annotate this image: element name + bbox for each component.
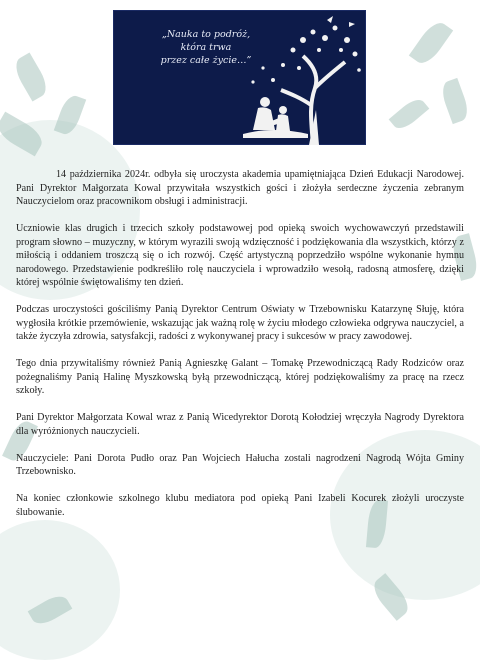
- tree-illustration: [113, 10, 366, 145]
- banner-quote-line: przez całe życie…”: [160, 55, 252, 66]
- leaf-decoration: [389, 95, 430, 133]
- banner-quote-line: która trwa: [180, 42, 232, 53]
- article-body: [16, 168, 464, 533]
- paragraph: Na koniec członkowie szkolnego klubu mediatora pod opieką Pani Izabeli Kocurek złożyli uroczyste ślubowanie.: [16, 493, 464, 518]
- paragraph: Tego dnia przywitaliśmy również Panią Agnieszkę Galant – Tomakę Przewodniczącą Rady Rodziców oraz pożegnaliśmy Panią Halinę Myszkowską byłą przewodniczącą, której podziękowaliśmy za pracę na rzecz szkoły.: [16, 358, 464, 396]
- paragraph: Podczas uroczystości gościliśmy Panią Dyrektor Centrum Oświaty w Trzebownisku Katarzynę Słuję, która wygłosiła krótkie przemówienie, wskazując jak ważną rolę w życiu młodego człowieka odgrywa nauczyciel, a także życzyła zdrowia, satysfakcji, radości z wykonywanej pracy i sukcesów w pracy zawodowej.: [16, 304, 464, 342]
- banner-image: [113, 10, 366, 145]
- leaf-decoration: [438, 78, 471, 124]
- leaf-decoration: [10, 52, 51, 101]
- paragraph: Uczniowie klas drugich i trzecich szkoły podstawowej pod opieką swoich wychowawczyń przedstawili program słowno – muzyczny, w którym wyrazili swoją wdzięczność i podziękowania dla wszystkich, którzy z miłością i oddaniem troszczą się o ich rozwój. Część artystyczną poprzedziło wspólne wykonanie hymnu narodowego. Przedstawienie podkreśliło rolę nauczyciela i wprowadziło wesołą, radosną atmosferę, dzięki której wspólnie świętowaliśmy ten dzień.: [16, 223, 464, 288]
- banner-quote-line: „Nauka to podróż,: [161, 29, 251, 40]
- background-blob: [0, 520, 120, 660]
- paragraph: 14 października 2024r. odbyła się uroczysta akademia upamiętniająca Dzień Edukacji Narodowej. Pani Dyrektor Małgorzata Kowal przywitała wszystkich gości i złożyła serdeczne życzenia zebranym Nauczycielom oraz pracownikom obsługi i administracji.: [16, 169, 464, 207]
- paragraph: Pani Dyrektor Małgorzata Kowal wraz z Panią Wicedyrektor Dorotą Kołodziej wręczyła Nagrody Dyrektora dla wyróżnionych nauczycieli.: [16, 412, 464, 437]
- leaf-decoration: [409, 18, 453, 68]
- paragraph: Nauczyciele: Pani Dorota Pudło oraz Pan Wojciech Hałucha zostali nagrodzeni Nagrodą Wójta Gminy Trzebownisko.: [16, 452, 464, 477]
